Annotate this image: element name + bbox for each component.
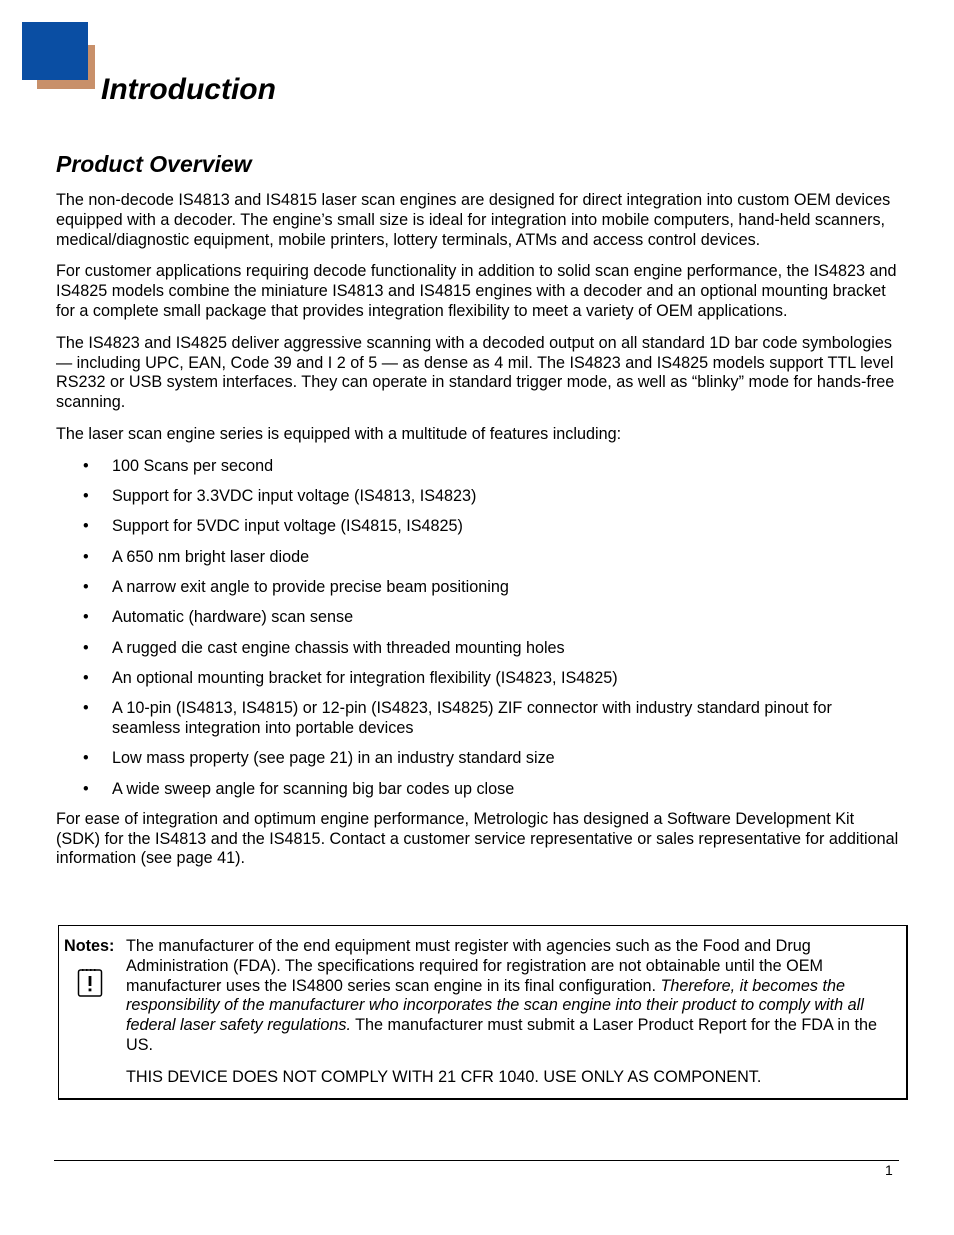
compliance-statement: THIS DEVICE DOES NOT COMPLY WITH 21 CFR 1040. USE ONLY AS COMPONENT.: [126, 1067, 762, 1086]
list-item: [56, 699, 901, 739]
list-item: [56, 749, 901, 769]
bullet-glyph: •: [83, 487, 89, 506]
list-item: [56, 457, 901, 477]
list-item-text: A wide sweep angle for scanning big bar codes up close: [112, 779, 515, 798]
closing-paragraph: For ease of integration and optimum engine performance, Metrologic has designed a Software Development Kit (SDK) for the IS4813 and the IS4815. Contact a customer service representative or sales representative for additional information (see page 41).: [56, 809, 899, 868]
bullet-glyph: •: [83, 749, 89, 768]
bullet-glyph: •: [83, 699, 89, 718]
notes-box: [58, 925, 908, 1100]
paragraph: The IS4823 and IS4825 deliver aggressive scanning with a decoded output on all standard 1D bar code symbologies — including UPC, EAN, Code 39 and I 2 of 5 — as dense as 4 mil. The IS4823 and IS4825 models support TTL level RS232 or USB system interfaces. They can operate in standard trigger mode, as well as “blinky” mode for hands-free scanning.: [56, 333, 895, 412]
paragraph: For customer applications requiring decode functionality in addition to solid scan engine performance, the IS4823 and IS4825 models combine the miniature IS4813 and IS4815 engines with a decoder and an optional mounting bracket for a complete small package that provides integration flexibility to meet a variety of OEM applications.: [56, 262, 897, 320]
bullet-glyph: •: [83, 668, 89, 687]
footer-divider: [54, 1160, 899, 1161]
notepad-exclamation-icon: [76, 966, 104, 1004]
notes-text: The manufacturer must submit a Laser Product Report for the FDA in the US.: [126, 1016, 877, 1054]
list-item-text: An optional mounting bracket for integration flexibility (IS4823, IS4825): [112, 668, 618, 687]
notes-label: Notes:: [64, 937, 115, 955]
bullet-glyph: •: [83, 779, 89, 798]
list-item: [56, 548, 901, 568]
list-item: [56, 639, 901, 659]
list-item: [56, 669, 901, 689]
list-item-text: A 650 nm bright laser diode: [112, 547, 310, 566]
bullet-glyph: •: [83, 577, 89, 596]
page-number: 1: [885, 1162, 893, 1178]
feature-list: [56, 457, 901, 800]
main-content: [56, 191, 901, 881]
list-item-text: Support for 3.3VDC input voltage (IS4813, IS4823): [112, 487, 477, 506]
list-item-text: A rugged die cast engine chassis with threaded mounting holes: [112, 638, 565, 657]
list-item-text: 100 Scans per second: [112, 456, 274, 475]
bullet-glyph: •: [83, 608, 89, 627]
list-item-text: A narrow exit angle to provide precise beam positioning: [112, 577, 509, 596]
list-item-text: Low mass property (see page 21) in an industry standard size: [112, 749, 555, 768]
bullet-glyph: •: [83, 517, 89, 536]
list-item-text: Support for 5VDC input voltage (IS4815, IS4825): [112, 517, 463, 536]
chapter-logo-block: [22, 22, 88, 80]
bullet-glyph: •: [83, 456, 89, 475]
section-heading: Product Overview: [56, 151, 252, 177]
list-item: [56, 487, 901, 507]
list-item: [56, 578, 901, 598]
list-item: [56, 780, 901, 800]
list-item: [56, 608, 901, 628]
notes-text: The manufacturer of the end equipment must register with agencies such as the Food and Drug Administration (FDA). The specifications required for registration are not obtainable until the OEM manufacturer uses the IS4800 series scan engine in its final configuration.: [126, 937, 823, 995]
bullet-glyph: •: [83, 547, 89, 566]
paragraph: The laser scan engine series is equipped with a multitude of features including:: [56, 424, 622, 443]
bullet-glyph: •: [83, 638, 89, 657]
list-item-text: Automatic (hardware) scan sense: [112, 608, 354, 627]
notes-body: [126, 937, 896, 1100]
chapter-title: Introduction: [101, 73, 276, 106]
paragraph: The non-decode IS4813 and IS4815 laser scan engines are designed for direct integration into custom OEM devices equipped with a decoder. The engine’s small size is ideal for integration into mobile computers, hand-held scanners, medical/diagnostic equipment, mobile printers, lottery terminals, ATMs and access control devices.: [56, 191, 891, 249]
list-item-text: A 10-pin (IS4813, IS4815) or 12-pin (IS4823, IS4825) ZIF connector with industry standard pinout for seamless integration into portable devices: [112, 699, 832, 737]
list-item: [56, 517, 901, 537]
notes-emphasis: Therefore, it becomes the responsibility of the manufacturer who incorporates the scan engine into their product to comply with all federal laser safety regulations.: [126, 976, 864, 1035]
notes-paragraph: [126, 937, 896, 1056]
